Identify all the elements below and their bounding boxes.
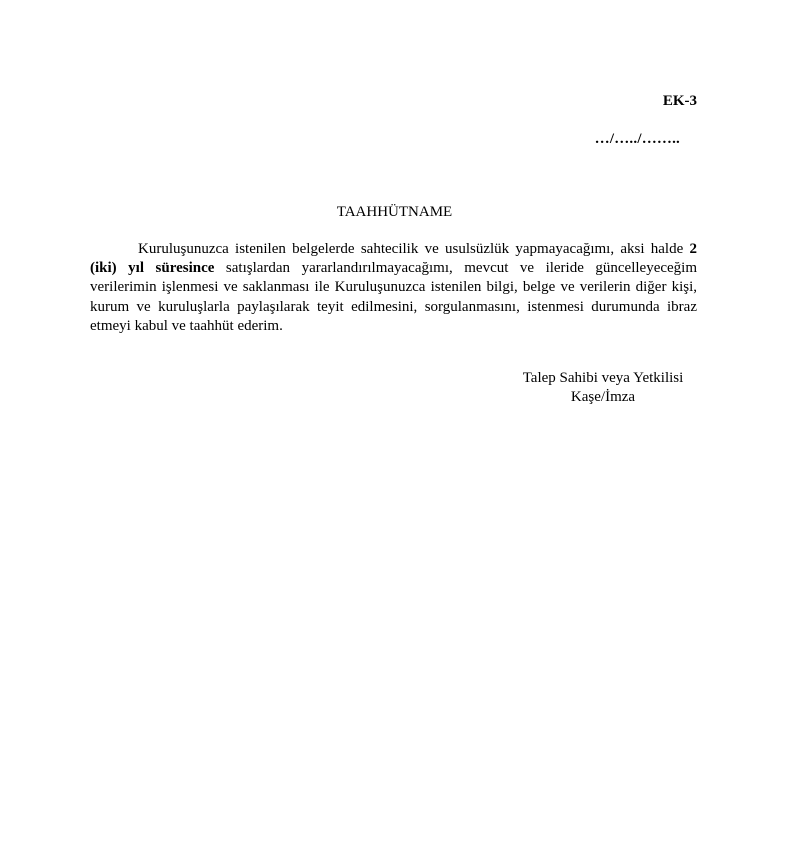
- signature-block: [500, 369, 706, 407]
- document-title: TAAHHÜTNAME: [336, 204, 453, 220]
- paragraph-text-end: satışlardan yararlandırılmayacağımı, mevcut ve ileride güncelleyeceğim verilerimin işlenmesi ve saklanması ile Kuruluşunuzca istenilen bilgi, belge ve verilerin diğer kişi, kurum ve kuruluşlarla paylaşılarak teyit edilmesini, sorgulanmasını, istenmesi durumunda ibraz etmeyi kabul ve taahhüt ederim.: [90, 260, 698, 334]
- annex-label: EK-3: [662, 93, 697, 109]
- signatory-role: Talep Sahibi veya Yetkilisi: [522, 370, 684, 386]
- date-placeholder: …/…../……..: [594, 131, 680, 147]
- paragraph-emphasis: 2 (iki) yıl süresince: [90, 241, 697, 277]
- commitment-paragraph: [90, 240, 697, 336]
- stamp-signature-label: Kaşe/İmza: [570, 389, 636, 405]
- paragraph-text-start: Kuruluşunuzca istenilen belgelerde sahtecilik ve usulsüzlük yapmayacağımı, aksi halde: [138, 241, 690, 257]
